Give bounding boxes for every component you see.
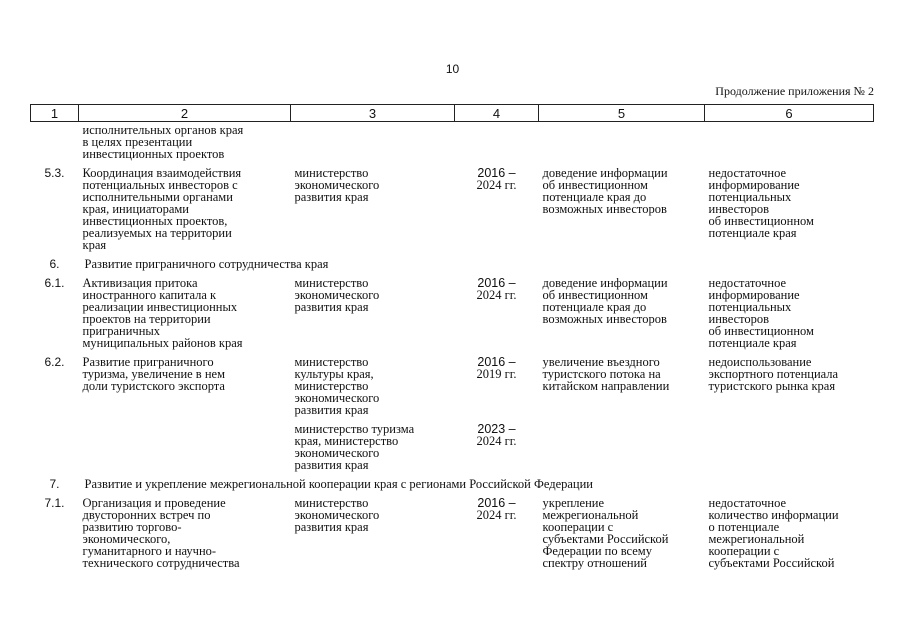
risk-cell: недоиспользование экспортного потенциала туристского рынка края (708, 355, 839, 393)
column-header-6: 6 (705, 105, 874, 122)
column-header-4: 4 (455, 105, 539, 122)
item-number: 5.3. (44, 166, 65, 180)
period-to: 2024 гг. (476, 508, 517, 522)
section-number: 7. (49, 477, 60, 491)
table-row-carryover (31, 122, 874, 161)
risk-cell: недостаточное количество информации о потенциале межрегиональной кооперации с субъектами Российской (708, 496, 839, 570)
period-from: 2016 – (477, 166, 516, 180)
result-cell: увеличение въездного туристского потока на китайском направлении (542, 355, 670, 393)
item-number: 6.1. (44, 276, 65, 290)
table-row (31, 416, 874, 471)
activity-cell: Организация и проведение двусторонних встреч по развитию торгово- экономического, гуманитарного и научно- технического сотрудничества (82, 496, 240, 570)
column-header-1: 1 (31, 105, 79, 122)
table-row (31, 160, 874, 251)
page-number: 10 (445, 62, 460, 76)
item-number: 6.2. (44, 355, 65, 369)
table-row (31, 270, 874, 349)
section-number: 6. (49, 257, 60, 271)
table-row (31, 490, 874, 569)
executor-cell: министерство туризма края, министерство экономического развития края (294, 422, 415, 472)
executor-cell: министерство экономического развития края (294, 276, 380, 314)
item-number: 7.1. (44, 496, 65, 510)
activity-cell: Координация взаимодействия потенциальных инвесторов с исполнительными органами края, инициаторами инвестиционных проектов, реализуемых на территории края (82, 166, 242, 252)
section-title: Развитие приграничного сотрудничества края (84, 257, 329, 271)
period-to: 2024 гг. (476, 178, 517, 192)
result-cell: доведение информации об инвестиционном потенциале края до возможных инвесторов (542, 276, 668, 326)
period-from: 2016 – (477, 276, 516, 290)
period-cell (455, 490, 539, 569)
risk-cell: недостаточное информирование потенциальных инвесторов об инвестиционном потенциале края (708, 166, 814, 240)
section-title: Развитие и укрепление межрегиональной кооперации края с регионами Российской Федерации (84, 477, 593, 491)
result-cell: доведение информации об инвестиционном потенциале края до возможных инвесторов (542, 166, 668, 216)
result-cell: укрепление межрегиональной кооперации с субъектами Российской Федерации по всему спектру отношений (542, 496, 669, 570)
risk-cell: недостаточное информирование потенциальных инвесторов об инвестиционном потенциале края (708, 276, 814, 350)
period-to: 2019 гг. (476, 367, 517, 381)
period-from: 2023 – (477, 422, 516, 436)
section-row (31, 471, 874, 490)
period-from: 2016 – (477, 496, 516, 510)
appendix-table (30, 104, 874, 569)
activity-cell: Развитие приграничного туризма, увеличение в нем доли туристского экспорта (82, 355, 225, 393)
column-header-5: 5 (539, 105, 705, 122)
period-to: 2024 гг. (476, 434, 517, 448)
section-row (31, 251, 874, 270)
activity-cell: исполнительных органов края в целях презентации инвестиционных проектов (82, 123, 244, 161)
period-cell (455, 270, 539, 349)
period-cell (455, 160, 539, 251)
period-cell (455, 416, 539, 471)
executor-cell: министерство экономического развития края (294, 166, 380, 204)
period-to: 2024 гг. (476, 288, 517, 302)
period-cell (455, 349, 539, 416)
appendix-continuation-label: Продолжение приложения № 2 (715, 84, 874, 98)
column-number-header-row (31, 105, 874, 122)
activity-cell: Активизация притока иностранного капитала к реализации инвестиционных проектов на территории приграничных муниципальных районов края (82, 276, 243, 350)
executor-cell: министерство культуры края, министерство экономического развития края (294, 355, 380, 417)
column-header-3: 3 (291, 105, 455, 122)
column-header-2: 2 (79, 105, 291, 122)
period-from: 2016 – (477, 355, 516, 369)
executor-cell: министерство экономического развития края (294, 496, 380, 534)
table-row (31, 349, 874, 416)
